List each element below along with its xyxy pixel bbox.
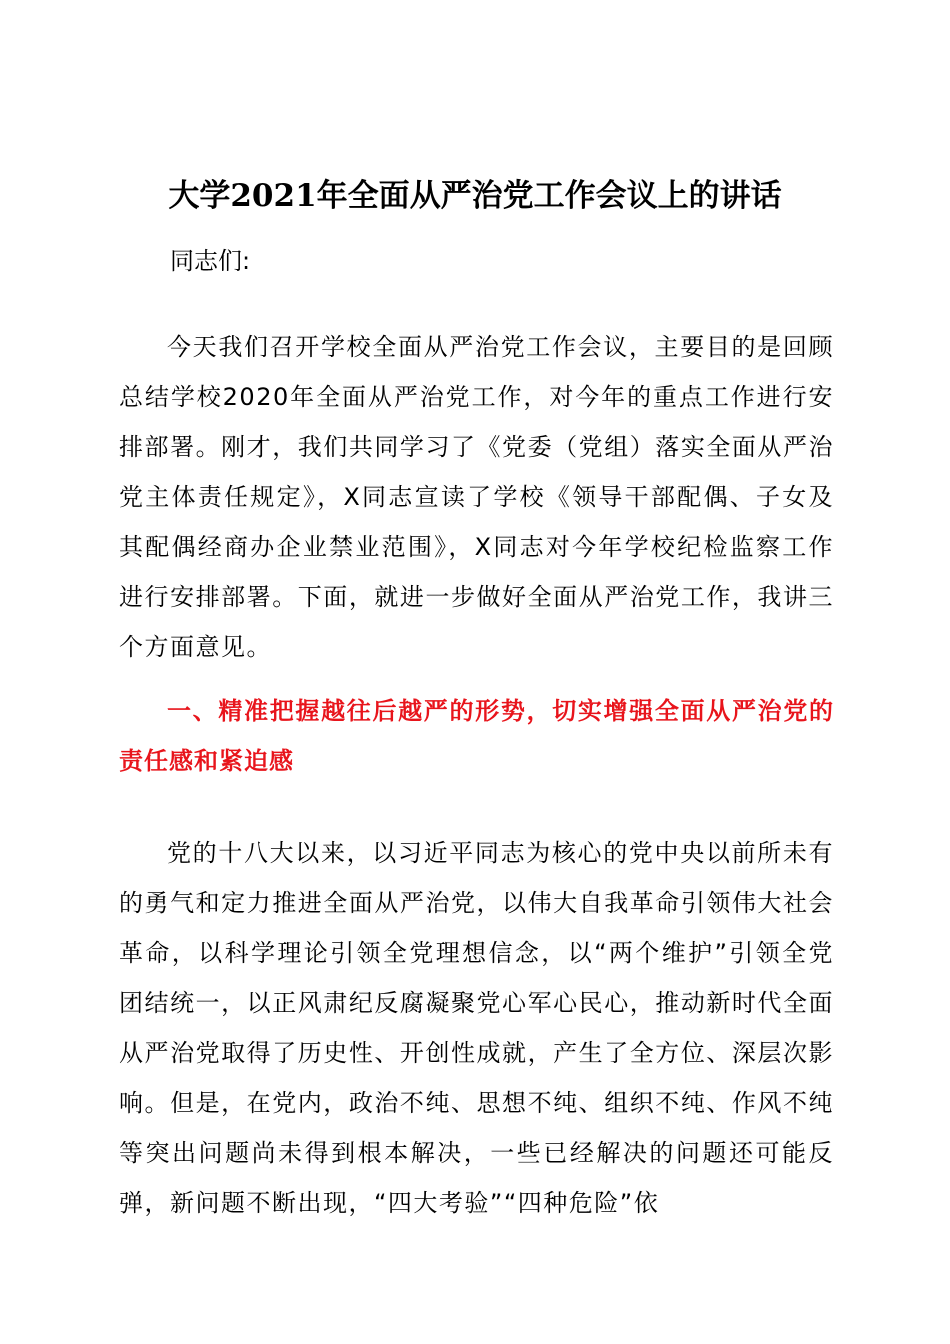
paragraph-body: 党的十八大以来，以习近平同志为核心的党中央以前所未有的勇气和定力推进全面从严治党，以伟大自我革命引领伟大社会革命，以科学理论引领全党理想信念，以“两个维护”引领全党团结统一，以正风肃纪反腐凝聚党心军心民心，推动新时代全面从严治党取得了历史性、开创性成就，产生了全方位、深层次影响。但是，在党内，政治不纯、思想不纯、组织不纯、作风不纯等突出问题尚未得到根本解决，一些已经解决的问题还可能反弹，新问题不断出现，“四大考验”“四种危险”依 — [119, 839, 834, 1217]
salutation: 同志们: — [170, 247, 251, 275]
document-title: 大学2021年全面从严治党工作会议上的讲话 — [168, 178, 782, 214]
paragraph-intro: 今天我们召开学校全面从严治党工作会议，主要目的是回顾总结学校2020年全面从严治党工作，对今年的重点工作进行安排部署。刚才，我们共同学习了《党委（党组）落实全面从严治党主体责任规定》，X同志宣读了学校《领导干部配偶、子女及其配偶经商办企业禁业范围》，X同志对今年学校纪检监察工作进行安排部署。下面，就进一步做好全面从严治党工作，我讲三个方面意见。 — [119, 333, 834, 661]
section-heading-1: 一、精准把握越往后越严的形势，切实增强全面从严治党的责任感和紧迫感 — [119, 697, 834, 775]
